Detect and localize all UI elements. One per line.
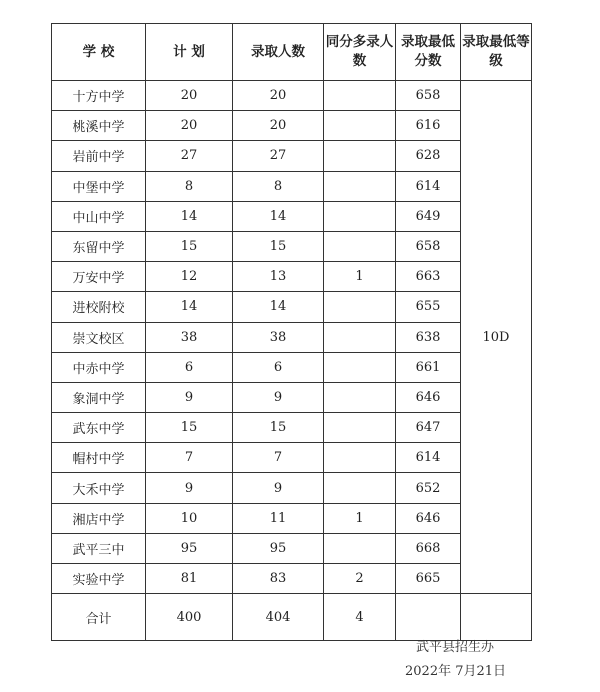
cell-min-score: 616 [396,111,461,141]
cell-school: 进校附校 [52,292,146,322]
cell-same-score [324,141,396,171]
cell-min-score: 658 [396,231,461,261]
table-row [52,81,532,111]
table-row [52,443,532,473]
table-row [52,352,532,382]
cell-same-score [324,111,396,141]
cell-same-score [324,382,396,412]
cell-plan: 20 [146,81,233,111]
cell-same-score [324,231,396,261]
cell-admitted: 95 [233,533,324,563]
cell-admitted: 13 [233,262,324,292]
cell-min-score: 614 [396,171,461,201]
cell-min-score: 647 [396,413,461,443]
cell-plan: 7 [146,443,233,473]
total-row [52,594,532,641]
cell-same-score: 2 [324,564,396,594]
cell-school: 象洞中学 [52,382,146,412]
cell-same-score [324,201,396,231]
cell-plan: 81 [146,564,233,594]
table-row [52,111,532,141]
table-row [52,231,532,261]
cell-school: 东留中学 [52,231,146,261]
header-row [52,24,532,81]
header-plan: 计 划 [146,24,233,81]
cell-plan: 6 [146,352,233,382]
cell-school: 湘店中学 [52,503,146,533]
cell-min-grade-merged: 10D [461,81,532,594]
header-same-score: 同分多录人数 [324,24,396,81]
cell-min-score: 628 [396,141,461,171]
cell-plan: 14 [146,201,233,231]
cell-admitted: 20 [233,111,324,141]
cell-plan: 10 [146,503,233,533]
header-admitted: 录取人数 [233,24,324,81]
cell-min-score: 665 [396,564,461,594]
table-row [52,473,532,503]
cell-plan: 15 [146,231,233,261]
cell-plan: 14 [146,292,233,322]
admission-table [51,23,532,641]
cell-admitted: 20 [233,81,324,111]
cell-same-score [324,533,396,563]
cell-school: 岩前中学 [52,141,146,171]
cell-admitted: 14 [233,292,324,322]
cell-plan: 20 [146,111,233,141]
cell-school: 实验中学 [52,564,146,594]
cell-same-score [324,292,396,322]
total-plan: 400 [146,594,233,641]
cell-min-score: 638 [396,322,461,352]
cell-min-score: 646 [396,382,461,412]
cell-school: 大禾中学 [52,473,146,503]
cell-school: 崇文校区 [52,322,146,352]
cell-school: 武平三中 [52,533,146,563]
cell-min-score: 614 [396,443,461,473]
cell-same-score: 1 [324,262,396,292]
total-min-grade [461,594,532,641]
cell-school: 万安中学 [52,262,146,292]
header-min-score: 录取最低分数 [396,24,461,81]
table-row [52,322,532,352]
cell-admitted: 83 [233,564,324,594]
cell-same-score: 1 [324,503,396,533]
cell-school: 桃溪中学 [52,111,146,141]
cell-school: 中赤中学 [52,352,146,382]
table-row [52,564,532,594]
cell-same-score [324,171,396,201]
cell-min-score: 661 [396,352,461,382]
cell-min-score: 655 [396,292,461,322]
cell-same-score [324,322,396,352]
table-row [52,382,532,412]
cell-admitted: 6 [233,352,324,382]
cell-plan: 8 [146,171,233,201]
cell-min-score: 652 [396,473,461,503]
header-school: 学 校 [52,24,146,81]
cell-school: 武东中学 [52,413,146,443]
cell-same-score [324,352,396,382]
cell-school: 中山中学 [52,201,146,231]
total-same-score: 4 [324,594,396,641]
cell-admitted: 14 [233,201,324,231]
cell-min-score: 649 [396,201,461,231]
table-row [52,413,532,443]
table-row [52,503,532,533]
cell-school: 中堡中学 [52,171,146,201]
cell-admitted: 8 [233,171,324,201]
table-row [52,201,532,231]
cell-admitted: 9 [233,473,324,503]
total-admitted: 404 [233,594,324,641]
table-row [52,141,532,171]
header-min-grade: 录取最低等级 [461,24,532,81]
table-body [52,81,532,641]
cell-plan: 95 [146,533,233,563]
cell-min-score: 668 [396,533,461,563]
cell-plan: 15 [146,413,233,443]
cell-admitted: 27 [233,141,324,171]
cell-admitted: 9 [233,382,324,412]
cell-min-score: 646 [396,503,461,533]
table-row [52,292,532,322]
cell-plan: 9 [146,382,233,412]
cell-admitted: 15 [233,413,324,443]
cell-same-score [324,443,396,473]
issuer-label: 武平县招生办 [416,640,495,655]
table-row [52,262,532,292]
cell-admitted: 15 [233,231,324,261]
cell-plan: 12 [146,262,233,292]
cell-plan: 38 [146,322,233,352]
cell-admitted: 11 [233,503,324,533]
cell-admitted: 7 [233,443,324,473]
cell-school: 十方中学 [52,81,146,111]
table-row [52,533,532,563]
total-label: 合计 [52,594,146,641]
cell-same-score [324,413,396,443]
total-min-score [396,594,461,641]
cell-admitted: 38 [233,322,324,352]
cell-min-score: 663 [396,262,461,292]
table-row [52,171,532,201]
cell-same-score [324,473,396,503]
cell-plan: 9 [146,473,233,503]
cell-school: 帽村中学 [52,443,146,473]
date-label: 2022年 7月21日 [405,664,507,679]
cell-same-score [324,81,396,111]
cell-plan: 27 [146,141,233,171]
cell-min-score: 658 [396,81,461,111]
